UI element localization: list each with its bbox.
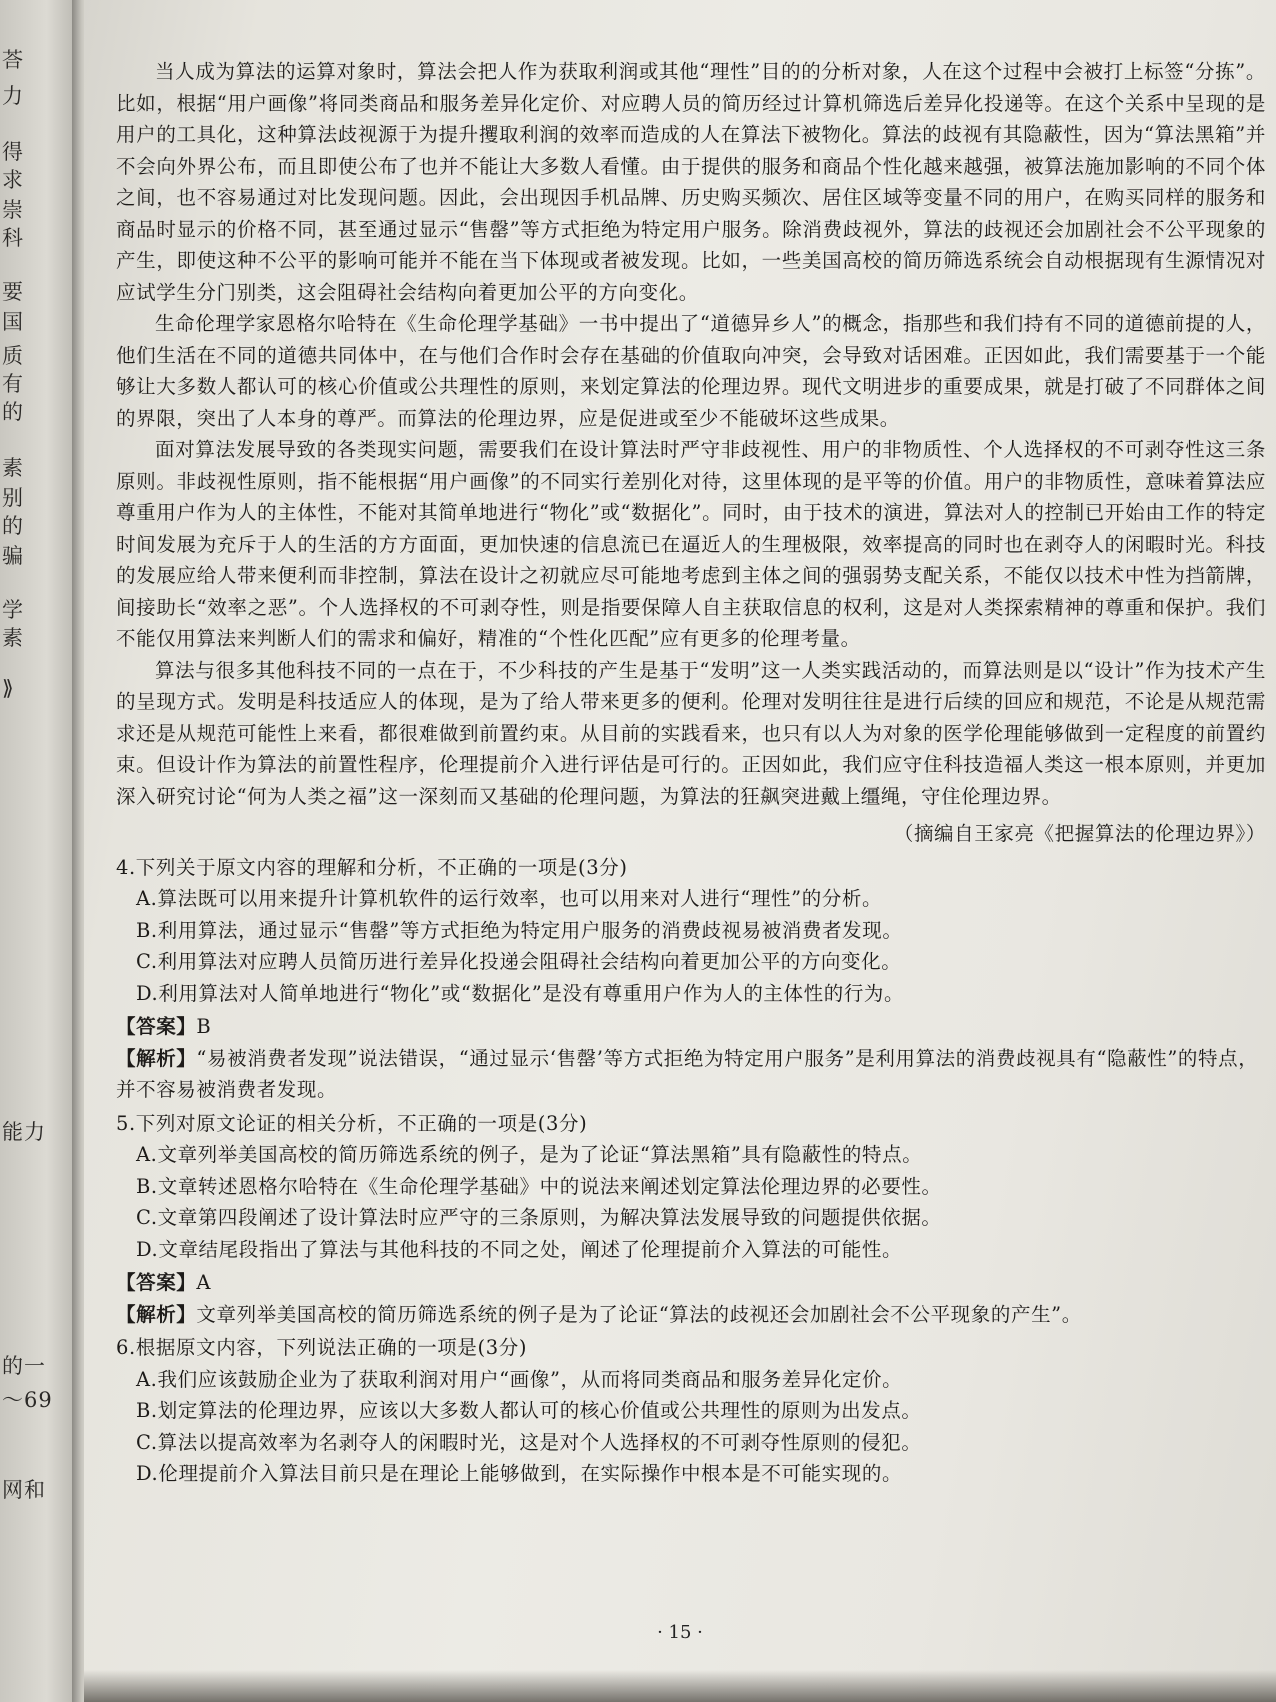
analysis-text: 文章列举美国高校的简历筛选系统的例子是为了论证“算法的歧视还会加剧社会不公平现象的产生”。 (196, 1302, 1082, 1326)
answer-line (116, 1267, 1266, 1299)
question-stem: 4.下列关于原文内容的理解和分析，不正确的一项是(3分) (116, 855, 628, 879)
option-c: C.利用算法对应聘人员简历进行差异化投递会阻碍社会结构向着更加公平的方向变化。 (136, 950, 902, 973)
left-page-fragment: 网和 (2, 1478, 46, 1502)
left-page-fragment: 得 (2, 140, 24, 164)
left-page-fragment: 的一 (2, 1354, 46, 1378)
option-c: C.算法以提高效率为名剥夺人的闲暇时光，这是对个人选择权的不可剥夺性原则的侵犯。 (136, 1430, 922, 1454)
left-page-fragment: 荅 (2, 48, 24, 72)
left-page-fragment: 能力 (2, 1120, 46, 1144)
option-d: D.伦理提前介入算法目前只是在理论上能够做到，在实际操作中根本是不可能实现的。 (136, 1462, 903, 1485)
left-page-fragment: 学 (2, 598, 24, 622)
left-page-fragment: 素 (2, 626, 24, 650)
page-number: · 15 · (657, 1622, 703, 1643)
analysis-line (116, 1043, 1266, 1106)
passage-paragraph-4: 算法与很多其他科技不同的一点在于，不少科技的产生是基于“发明”这一人类实践活动的，而算法则是以“设计”作为技术产生的呈现方式。发明是科技适应人的体现，是为了给人带来更多的便利。伦理对发明往往是进行后续的回应和规范，不论是从规范需求还是从规范可能性上来看，都很难做到前置约束。从目前的实践看来，也只有以人为对象的医学伦理能够做到一定程度的前置约束。但设计作为算法的前置性程序，伦理提前介入进行评估是可行的。正因如此，我们应守住科技造福人类这一根本原则，并更加深入研究讨论“何为人类之福”这一深刻而又基础的伦理问题，为算法的狂飙突进戴上缰绳，守住伦理边界。 (116, 658, 1266, 808)
analysis-text: “易被消费者发现”说法错误，“通过显示‘售罄’等方式拒绝为特定用户服务”是利用算法的消费歧视具有“隐蔽性”的特点，并不容易被消费者发现。 (116, 1046, 1259, 1101)
left-page-fragment: 要 (2, 280, 24, 304)
left-page-edge (0, 0, 78, 1702)
left-page-fragment: 的 (2, 400, 24, 424)
left-page-fragment: 质 (2, 344, 24, 368)
answer-value: A (196, 1271, 212, 1294)
answer-label: 【答案】 (116, 1015, 197, 1038)
left-page-fragment: 有 (2, 372, 24, 396)
left-page-fragment: 的 (2, 514, 24, 538)
option-a: A.算法既可以用来提升计算机软件的运行效率，也可以用来对人进行“理性”的分析。 (136, 887, 883, 910)
left-page-fragment: 力 (2, 84, 24, 108)
analysis-line (116, 1299, 1266, 1331)
left-page-fragment: 国 (2, 310, 24, 334)
left-page-fragment: ～69 (2, 1388, 53, 1412)
answer-label: 【答案】 (116, 1271, 197, 1294)
option-a: A.文章列举美国高校的简历筛选系统的例子，是为了论证“算法黑箱”具有隐蔽性的特点。 (136, 1143, 923, 1166)
question-stem: 6.根据原文内容，下列说法正确的一项是(3分) (116, 1336, 528, 1359)
option-b: B.文章转述恩格尔哈特在《生命伦理学基础》中的说法来阐述划定算法伦理边界的必要性。 (136, 1174, 942, 1198)
left-page-fragment: ⟫ (2, 676, 15, 700)
analysis-label: 【解析】 (116, 1302, 197, 1326)
exam-page (84, 0, 1276, 1702)
left-page-fragment: 别 (2, 486, 24, 510)
question-stem: 5.下列对原文论证的相关分析，不正确的一项是(3分) (116, 1111, 588, 1135)
answer-value: B (196, 1015, 212, 1038)
question-5 (116, 1108, 1266, 1331)
option-a: A.我们应该鼓励企业为了获取利润对用户“画像”，从而将同类商品和服务差异化定价。 (136, 1367, 903, 1391)
option-c: C.文章第四段阐述了设计算法时应严守的三条原则，为解决算法发展导致的问题提供依据。 (136, 1206, 942, 1229)
option-d: D.文章结尾段指出了算法与其他科技的不同之处，阐述了伦理提前介入算法的可能性。 (136, 1237, 903, 1261)
left-page-fragment: 崇 (2, 198, 24, 222)
left-page-fragment: 科 (2, 226, 24, 250)
answer-line (116, 1011, 1266, 1043)
source-citation: （摘编自王家亮《把握算法的伦理边界》） (893, 822, 1266, 845)
option-b: B.利用算法，通过显示“售罄”等方式拒绝为特定用户服务的消费歧视易被消费者发现。 (136, 918, 903, 942)
left-page-fragment: 素 (2, 456, 24, 480)
left-page-fragment: 求 (2, 168, 24, 192)
passage-paragraph-2: 生命伦理学家恩格尔哈特在《生命伦理学基础》一书中提出了“道德异乡人”的概念，指那些和我们持有不同的道德前提的人，他们生活在不同的道德共同体中，在与他们合作时会存在基础的价值取向冲突，会导致对话困难。正因如此，我们需要基于一个能够让大多数人都认可的核心价值或公共理性的原则，来划定算法的伦理边界。现代文明进步的重要成果，就是打破了不同群体之间的界限，突出了人本身的尊严。而算法的伦理边界，应是促进或至少不能破坏这些成果。 (116, 312, 1266, 430)
left-page-fragment: 骗 (2, 544, 24, 568)
bottom-shadow (84, 1670, 1276, 1702)
question-6 (116, 1332, 1266, 1490)
question-4 (116, 852, 1266, 1106)
option-b: B.划定算法的伦理边界，应该以大多数人都认可的核心价值或公共理性的原则为出发点。 (136, 1399, 922, 1422)
option-d: D.利用算法对人简单地进行“物化”或“数据化”是没有尊重用户作为人的主体性的行为。 (136, 981, 905, 1005)
passage-paragraph-3: 面对算法发展导致的各类现实问题，需要我们在设计算法时严守非歧视性、用户的非物质性、个人选择权的不可剥夺性这三条原则。非歧视性原则，指不能根据“用户画像”的不同实行差别化对待，这里体现的是平等的价值。用户的非物质性，意味着算法应尊重用户作为人的主体性，不能对其简单地进行“物化”或“数据化”。同时，由于技术的演进，算法对人的控制已开始由工作的特定时间发展为充斥于人的生活的方方面面，更加快速的信息流已在逼近人的生理极限，效率提高的同时也在剥夺人的闲暇时光。科技的发展应给人带来便利而非控制，算法在设计之初就应尽可能地考虑到主体之间的强弱势支配关系，不能仅以技术中性为挡箭牌，间接助长“效率之恶”。个人选择权的不可剥夺性，则是指要保障人自主获取信息的权利，这是对人类探索精神的尊重和保护。我们不能仅用算法来判断人们的需求和偏好，精准的“个性化匹配”应有更多的伦理考量。 (116, 438, 1266, 650)
analysis-label: 【解析】 (116, 1046, 197, 1070)
page-content (116, 56, 1266, 1490)
passage-paragraph-1: 当人成为算法的运算对象时，算法会把人作为获取利润或其他“理性”目的的分析对象，人在这个过程中会被打上标签“分拣”。比如，根据“用户画像”将同类商品和服务差异化定价、对应聘人员的简历经过计算机筛选后差异化投递等。在这个关系中呈现的是用户的工具化，这种算法歧视源于为提升攫取利润的效率而造成的人在算法下被物化。算法的歧视有其隐蔽性，因为“算法黑箱”并不会向外界公布，而且即使公布了也并不能让大多数人看懂。由于提供的服务和商品个性化越来越强，被算法施加影响的不同个体之间，也不容易通过对比发现问题。因此，会出现因手机品牌、历史购买频次、居住区域等变量不同的用户，在购买同样的服务和商品时显示的价格不同，甚至通过显示“售罄”等方式拒绝为特定用户服务。除消费歧视外，算法的歧视还会加剧社会不公平现象的产生，即使这种不公平的影响可能并不能在当下体现或者被发现。比如，一些美国高校的简历筛选系统会自动根据现有生源情况对应试学生分门别类，这会阻碍社会结构向着更加公平的方向变化。 (116, 60, 1266, 304)
